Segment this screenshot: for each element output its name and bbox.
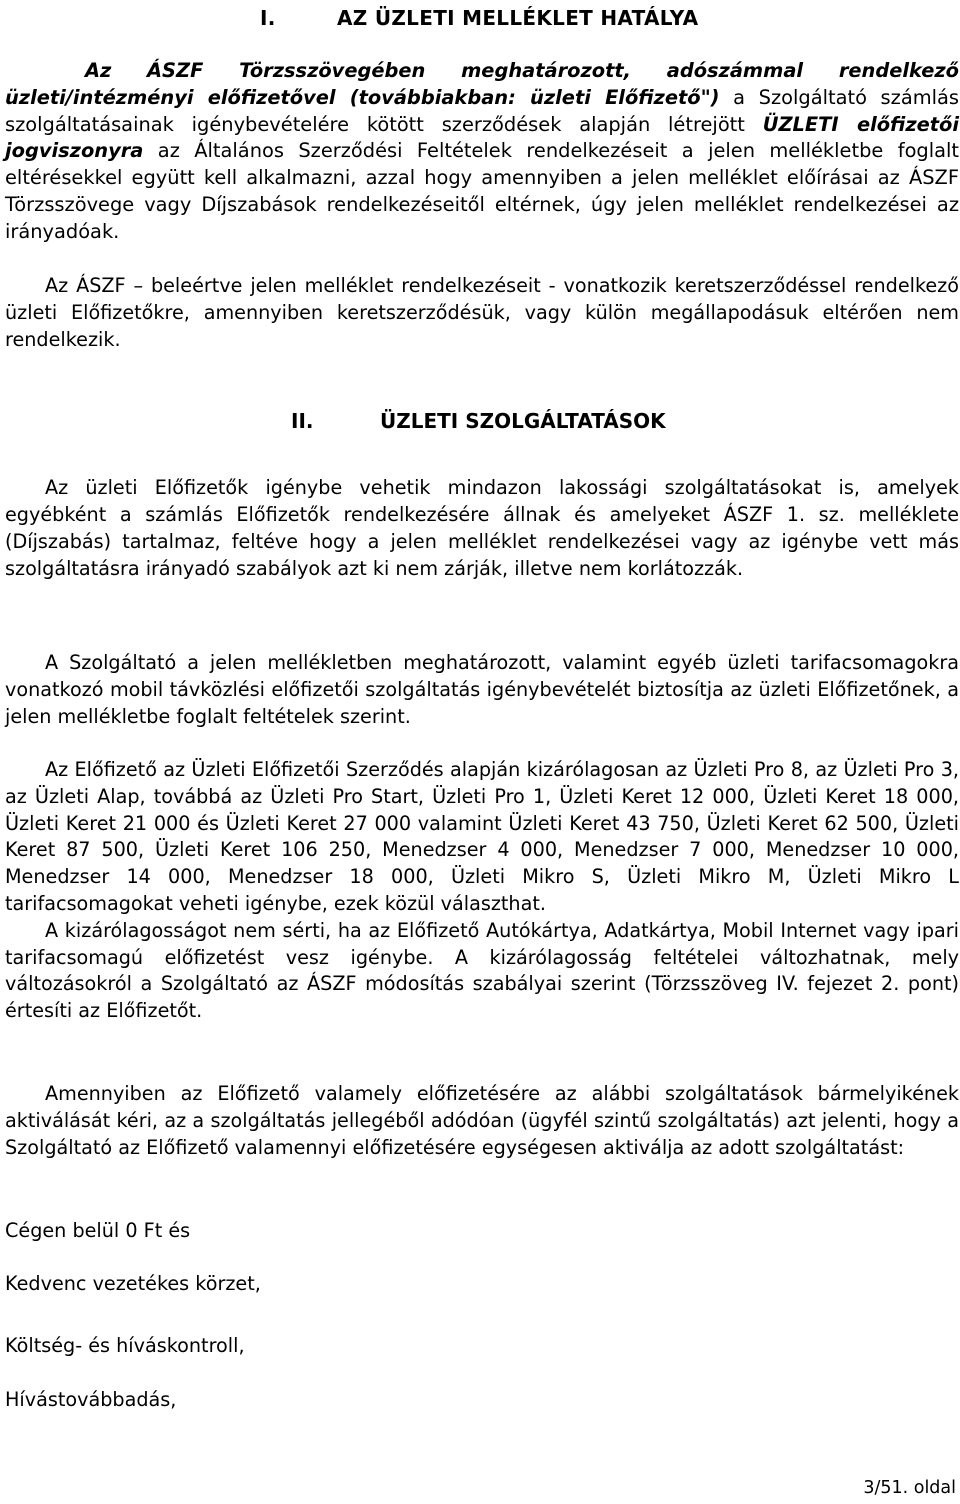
- section-2-number: II.: [291, 409, 314, 433]
- section-1-number: I.: [260, 6, 276, 30]
- list-item: Hívástovábbadás,: [5, 1388, 177, 1411]
- paragraph-exclusive-packages: [5, 757, 959, 1025]
- paragraph-residential-services: Az üzleti Előfizetők igénybe vehetik mindazon lakossági szolgáltatásokat is, amelyek egyébként a számlás Előfizetők rendelkezésére állnak és amelyeket ÁSZF 1. sz. melléklete (Díjszabás) tartalmaz, feltéve hogy a jelen melléklet rendelkezései vagy az igénybe vett más szolgáltatásra irányadó szabályok azt ki nem zárják, illetve nem korlátozzák.: [5, 476, 959, 580]
- section-2-heading: [291, 409, 666, 433]
- list-item: Kedvenc vezetékes körzet,: [5, 1272, 261, 1295]
- paragraph-scope-lead: Az ÁSZF Törzsszövegében meghatározott, adószámmal rendelkező üzleti/intézményi előfizetővel (továbbiakban: üzleti Előfizető"): [5, 59, 959, 109]
- list-item: Cégen belül 0 Ft és: [5, 1219, 191, 1242]
- paragraph-customer-level-services: Amennyiben az Előfizető valamely előfizetésére az alábbi szolgáltatások bármelyikének aktiválását kéri, az a szolgáltatás jellegéből adódóan (ügyfél szintű szolgáltatás) azt jelenti, hogy a Szolgáltató az Előfizető valamennyi előfizetésére egységesen aktiválja az adott szolgáltatást:: [5, 1082, 959, 1159]
- paragraph-scope: [5, 58, 959, 246]
- paragraph-exclusivity-exceptions: A kizárólagosságot nem sérti, ha az Előfizető Autókártya, Adatkártya, Mobil Internet vagy ipari tarifacsomagú előfizetést vesz igénybe. A kizárólagosság feltételei változhatnak, mely változásokról a Szolgáltató az ÁSZF módosítás szabályai szerint (Törzsszöveg IV. fejezet 2. pont) értesíti az Előfizetőt.: [5, 918, 959, 1023]
- paragraph-scope-emphasis: ÜZLETI előfizetői jogviszonyra: [5, 112, 959, 163]
- section-1-heading: [260, 6, 698, 30]
- section-2-title: ÜZLETI SZOLGÁLTATÁSOK: [380, 409, 666, 433]
- paragraph-business-tariffs: A Szolgáltató a jelen mellékletben meghatározott, valamint egyéb üzleti tarifacsomagokra vonatkozó mobil távközlési előfizetői szolgáltatás igénybevételét biztosítja az üzleti Előfizetőnek, a jelen mellékletbe foglalt feltételek szerint.: [5, 651, 959, 728]
- paragraph-scope-rest: az Általános Szerződési Feltételek rendelkezéseit a jelen mellékletbe foglalt eltérésekkel együtt kell alkalmazni, azzal hogy amennyiben a jelen melléklet előírásai az ÁSZF Törzsszövege vagy Díjszabások rendelkezéseitől eltérnek, úgy jelen melléklet rendelkezései az irányadóak.: [5, 139, 959, 243]
- list-item: Költség- és híváskontroll,: [5, 1334, 245, 1357]
- paragraph-scope-mid: a Szolgáltató számlás szolgáltatásainak igénybevételére kötött szerződések alapján létrejött: [5, 85, 959, 136]
- paragraph-framework-contracts: Az ÁSZF – beleértve jelen melléklet rendelkezéseit - vonatkozik keretszerződéssel rendelkező üzleti Előfizetőkre, amennyiben keretszerződésük, vagy külön megállapodásuk eltérően nem rendelkezik.: [5, 274, 959, 351]
- page-number: 3/51. oldal: [863, 1478, 956, 1498]
- paragraph-exclusive-packages-list: Az Előfizető az Üzleti Előfizetői Szerződés alapján kizárólagosan az Üzleti Pro 8, az Üzleti Pro 3, az Üzleti Alap, továbbá az Üzleti Pro Start, Üzleti Pro 1, Üzleti Keret 12 000, Üzleti Keret 18 000, Üzleti Keret 21 000 és Üzleti Keret 27 000 valamint Üzleti Keret 43 750, Üzleti Keret 62 500, Üzleti Keret 87 500, Üzleti Keret 106 250, Menedzser 4 000, Menedzser 7 000, Menedzser 10 000, Menedzser 14 000, Menedzser 18 000, Üzleti Mikro S, Üzleti Mikro M, Üzleti Mikro L tarifacsomagokat veheti igénybe, ezek közül választhat.: [5, 758, 959, 915]
- section-1-title: AZ ÜZLETI MELLÉKLET HATÁLYA: [337, 6, 699, 30]
